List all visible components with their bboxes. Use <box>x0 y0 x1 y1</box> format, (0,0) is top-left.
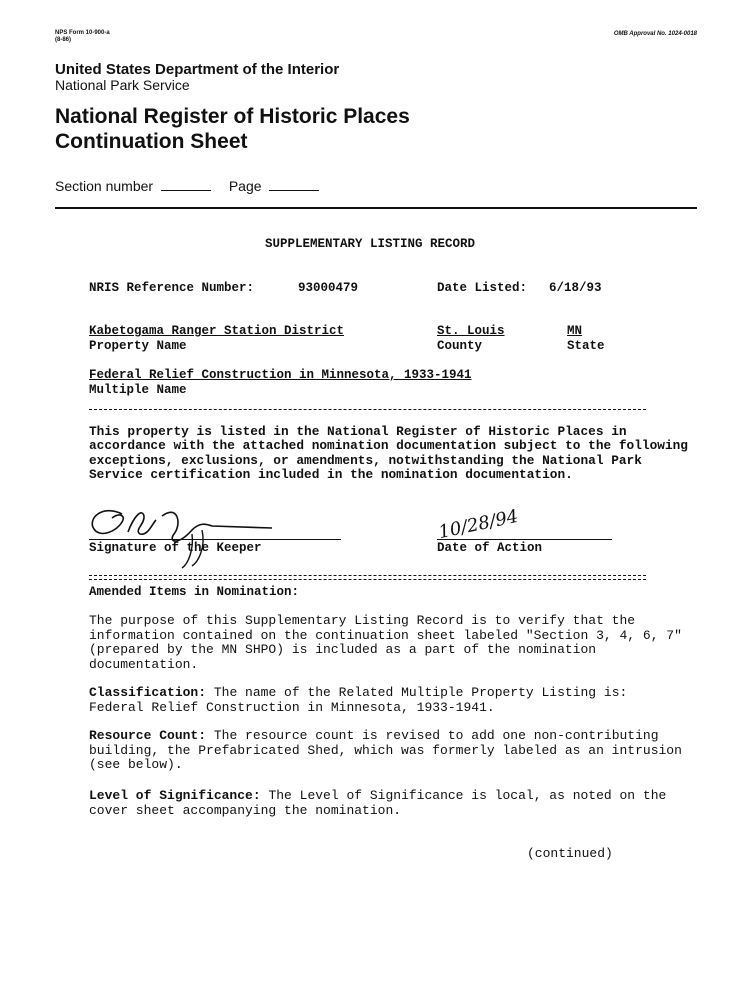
state-label: State <box>567 339 605 353</box>
listing-statement: This property is listed in the National Register of Historic Places in accordance with the attached nomination documentation subject to the following exceptions, exclusions, or amendments, notwithstanding the National Park Service certification included in the nomination documentation. <box>89 424 688 483</box>
keeper-signature <box>82 494 282 574</box>
amended-heading: Amended Items in Nomination: <box>89 585 300 599</box>
section-number-field <box>161 190 211 191</box>
classification-text: The name of the Related Multiple Property Listing is: Federal Relief Construction in Minnesota, 1933-1941. <box>89 685 628 715</box>
form-number: NPS Form 10-900-a (8-86) <box>55 30 110 43</box>
multiple-name: Federal Relief Construction in Minnesota, 1933-1941 <box>89 368 472 382</box>
omb-number: OMB Approval No. 1024-0018 <box>613 31 697 37</box>
property-name-label: Property Name <box>89 339 187 353</box>
section-page-row <box>55 178 319 194</box>
page-field <box>269 190 319 191</box>
property-name: Kabetogama Ranger Station District <box>89 324 345 338</box>
agency-name: National Park Service <box>55 77 190 93</box>
record-title: SUPPLEMENTARY LISTING RECORD <box>265 237 476 251</box>
page-title: National Register of Historic Places Continuation Sheet <box>55 105 410 153</box>
continued-note: (continued) <box>527 846 613 861</box>
county-value: St. Louis <box>437 324 505 338</box>
date-of-action-line <box>437 539 612 540</box>
classification-label: Classification: <box>89 685 207 700</box>
date-listed-label: Date Listed: <box>437 281 528 295</box>
page-label: Page <box>228 178 262 194</box>
resource-count-paragraph <box>89 729 689 773</box>
double-dashed-divider <box>89 575 646 580</box>
state-value: MN <box>567 324 583 338</box>
classification-paragraph <box>89 686 689 715</box>
date-of-action-value: 10/28/94 <box>436 505 521 544</box>
signature-line <box>89 539 341 540</box>
resource-count-label: Resource Count: <box>89 728 207 743</box>
significance-text: The Level of Significance is local, as noted on the cover sheet accompanying the nomination. <box>89 788 667 818</box>
significance-paragraph <box>89 789 689 818</box>
resource-count-text: The resource count is revised to add one non-contributing building, the Prefabricated Shed, which was formerly labeled as an intrusion (see below). <box>89 728 682 772</box>
significance-label: Level of Significance: <box>89 788 261 803</box>
multiple-name-label: Multiple Name <box>89 383 187 397</box>
county-label: County <box>437 339 483 353</box>
section-number-label: Section number <box>55 178 154 194</box>
date-of-action-label: Date of Action <box>437 541 543 555</box>
nris-value: 93000479 <box>298 281 359 295</box>
signature-label: Signature of the Keeper <box>89 541 262 555</box>
purpose-paragraph: The purpose of this Supplementary Listing Record is to verify that the information contained on the continuation sheet labeled "Section 3, 4, 6, 7" (prepared by the MN SHPO) is included as a part of the nomination documentation. <box>89 613 682 672</box>
dashed-divider <box>89 409 646 413</box>
department-name: United States Department of the Interior <box>55 61 340 78</box>
nris-label: NRIS Reference Number: <box>89 281 255 295</box>
date-listed-value: 6/18/93 <box>549 281 602 295</box>
header-divider <box>55 207 697 209</box>
